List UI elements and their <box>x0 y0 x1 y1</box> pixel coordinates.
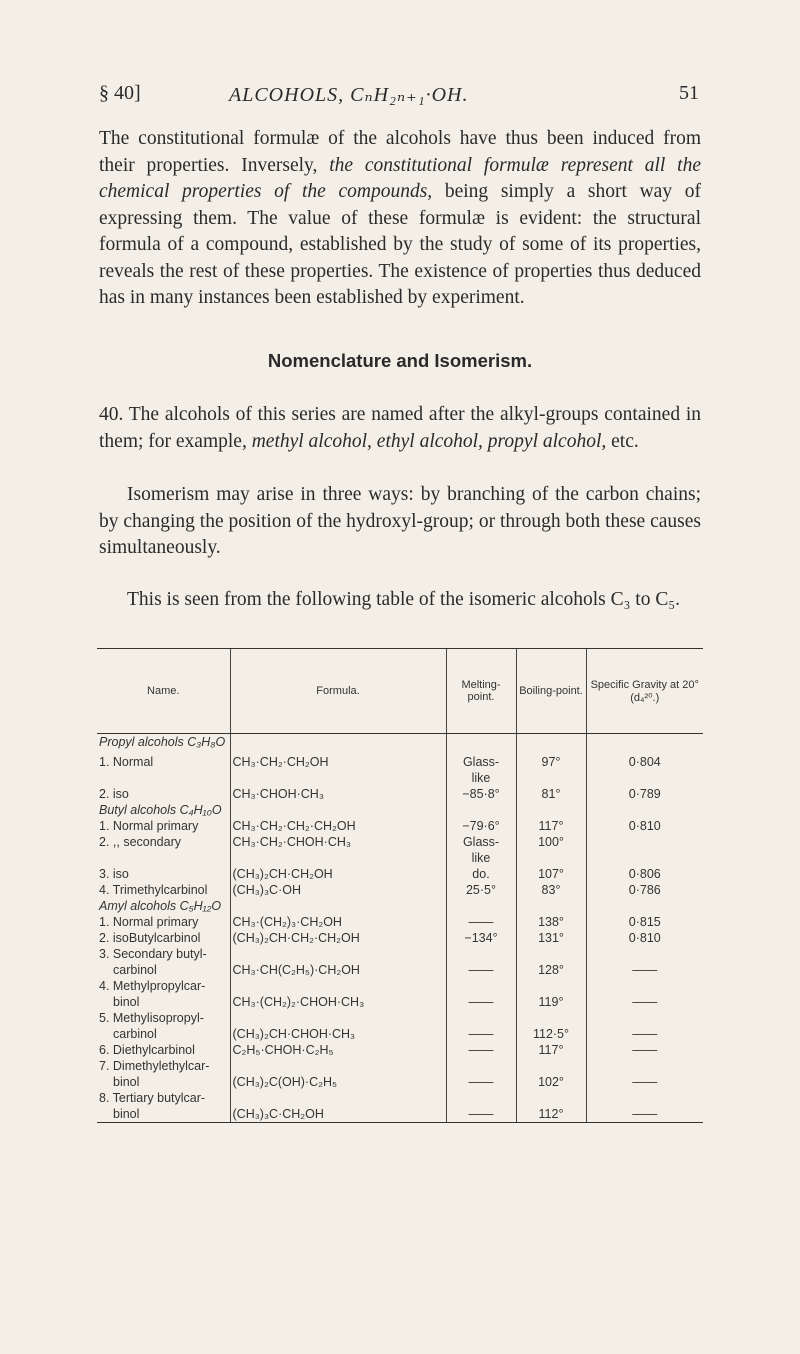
table-cell <box>230 1010 446 1026</box>
table-cell: like <box>446 850 516 866</box>
table-row <box>97 1010 703 1026</box>
section-number: § 40] <box>99 82 141 104</box>
table-cell <box>586 850 703 866</box>
table-cell: 3. iso <box>99 866 129 881</box>
table-row <box>97 1058 703 1074</box>
table-row <box>97 962 703 978</box>
table-cell <box>586 734 703 754</box>
table-cell: −134° <box>446 930 516 946</box>
paragraph-text: 40. The alcohols of this series are named after the alkyl-groups contained in them; for example, <box>99 404 701 452</box>
table-cell: —— <box>586 1042 703 1058</box>
table-row <box>97 978 703 994</box>
table-cell: —— <box>446 1042 516 1058</box>
table-cell: CH₃·(CH₂)₂·CHOH·CH₃ <box>230 994 446 1010</box>
table-cell: (CH₃)₃C·OH <box>230 882 446 898</box>
table-cell: binol <box>113 1074 140 1089</box>
table-cell <box>586 770 703 786</box>
table-cell: (CH₃)₂CH·CHOH·CH₃ <box>230 1026 446 1042</box>
table-cell: 97° <box>516 754 586 770</box>
table-cell: 112° <box>516 1106 586 1123</box>
table-cell: 128° <box>516 962 586 978</box>
table-cell: do. <box>446 866 516 882</box>
table-cell: 1. Normal <box>99 754 154 769</box>
isomeric-alcohols-table <box>97 648 703 1123</box>
table-cell <box>230 734 446 754</box>
table-cell: C₂H₅·CHOH·C₂H₅ <box>230 1042 446 1058</box>
table-row <box>97 946 703 962</box>
paragraph-text: etc. <box>606 430 639 452</box>
table-cell: Butyl alcohols C₄H₁₀O <box>99 802 222 817</box>
table-cell: −85·8° <box>446 786 516 802</box>
emphasis-text: methyl alcohol, ethyl alcohol, propyl alcohol, <box>251 430 607 452</box>
table-row <box>97 882 703 898</box>
table-cell <box>230 770 446 786</box>
table-cell <box>516 770 586 786</box>
table-cell: carbinol <box>113 1026 157 1041</box>
table-cell: —— <box>446 914 516 930</box>
table-row <box>97 994 703 1010</box>
table-row <box>97 786 703 802</box>
table-cell: —— <box>446 1026 516 1042</box>
table-cell: Glass- <box>446 834 516 850</box>
table-cell <box>516 1090 586 1106</box>
table-cell: (CH₃)₂CH·CH₂·CH₂OH <box>230 930 446 946</box>
table-cell <box>230 946 446 962</box>
table-cell: —— <box>586 1106 703 1123</box>
table-cell: 81° <box>516 786 586 802</box>
table-cell: CH₃·CH₂·CH₂OH <box>230 754 446 770</box>
paragraph-constitutional-formulae <box>99 126 701 312</box>
table-cell <box>446 802 516 818</box>
table-row <box>97 802 703 818</box>
table-cell: 0·786 <box>586 882 703 898</box>
table-cell: 25·5° <box>446 882 516 898</box>
table-row <box>97 930 703 946</box>
table-cell <box>586 1090 703 1106</box>
table-row <box>97 834 703 850</box>
table-cell: 119° <box>516 994 586 1010</box>
table-cell: 0·806 <box>586 866 703 882</box>
table-cell <box>446 1058 516 1074</box>
paragraph-isomerism: Isomerism may arise in three ways: by branching of the carbon chains; by changing the position of the hydroxyl-group; or through both these causes simultaneously. <box>99 484 701 558</box>
table-row <box>97 1106 703 1123</box>
table-cell <box>516 850 586 866</box>
table-row <box>97 898 703 914</box>
table-cell: —— <box>446 1074 516 1090</box>
table-cell: 2. isoButylcarbinol <box>99 930 201 945</box>
table-cell <box>516 802 586 818</box>
table-cell: 131° <box>516 930 586 946</box>
table-cell: 0·810 <box>586 930 703 946</box>
table-cell <box>586 978 703 994</box>
table-cell: CH₃·CHOH·CH₃ <box>230 786 446 802</box>
table-cell: 3. Secondary butyl- <box>99 946 207 961</box>
table-cell <box>516 734 586 754</box>
table-cell: 4. Methylpropylcar- <box>99 978 206 993</box>
column-header-specific-gravity: Specific Gravity at 20° (d₄²⁰.) <box>586 649 703 734</box>
table-cell <box>516 1010 586 1026</box>
table-cell: —— <box>586 1074 703 1090</box>
table-cell: 7. Dimethylethylcar- <box>99 1058 210 1073</box>
table-cell <box>586 1010 703 1026</box>
table-cell: binol <box>97 1106 230 1123</box>
paragraph-text: The constitutional formulæ of the alcohols have thus been induced from their properties. Inversely, <box>99 128 701 176</box>
table-cell <box>230 1058 446 1074</box>
table-cell: Amyl alcohols C₅H₁₂O <box>99 898 222 913</box>
table-cell <box>586 802 703 818</box>
emphasis-text: the constitutional formulæ represent all the chemical properties of the compounds, <box>99 154 701 202</box>
table-cell: CH₃·(CH₂)₃·CH₂OH <box>230 914 446 930</box>
page-number: 51 <box>679 82 699 104</box>
table-cell: like <box>446 770 516 786</box>
table-cell: 83° <box>516 882 586 898</box>
table-row <box>97 914 703 930</box>
table-cell: 0·810 <box>586 818 703 834</box>
table-row <box>97 1026 703 1042</box>
page-header <box>99 82 699 112</box>
table-cell: Propyl alcohols C₃H₈O <box>99 735 226 749</box>
table-row <box>97 770 703 786</box>
table-cell <box>230 978 446 994</box>
table-cell: −79·6° <box>446 818 516 834</box>
table-cell <box>446 978 516 994</box>
table-cell <box>230 1090 446 1106</box>
table-cell: 0·789 <box>586 786 703 802</box>
table-cell: 117° <box>516 1042 586 1058</box>
table-body <box>97 734 703 1123</box>
table-cell: CH₃·CH₂·CHOH·CH₃ <box>230 834 446 850</box>
section-heading: Nomenclature and Isomerism. <box>267 350 533 371</box>
table-cell <box>586 834 703 850</box>
table-cell: 5. Methylisopropyl- <box>99 1010 204 1025</box>
table-cell <box>230 898 446 914</box>
column-header-boiling-point: Boiling-point. <box>516 649 586 734</box>
table-cell: 102° <box>516 1074 586 1090</box>
table-cell: 112·5° <box>516 1026 586 1042</box>
table-cell: CH₃·CH(C₂H₅)·CH₂OH <box>230 962 446 978</box>
table-cell <box>230 850 446 866</box>
table-row <box>97 1074 703 1090</box>
paragraph-table-intro: This is seen from the following table of the isomeric alcohols C₃ to C₅. <box>127 589 680 610</box>
table-cell: —— <box>446 962 516 978</box>
table-cell <box>586 898 703 914</box>
table-cell <box>446 946 516 962</box>
table-header-row <box>97 649 703 734</box>
column-header-name: Name. <box>97 649 230 734</box>
table-cell: 107° <box>516 866 586 882</box>
table-cell: 0·815 <box>586 914 703 930</box>
table-cell: (CH₃)₃C·CH₂OH <box>230 1106 446 1123</box>
table-row <box>97 850 703 866</box>
table-cell <box>446 898 516 914</box>
table-cell <box>230 802 446 818</box>
table-cell: —— <box>586 994 703 1010</box>
table-row <box>97 866 703 882</box>
paragraph-text: being simply a short way of expressing them. The value of these formulæ is evident: the structural formula of a compound, established by the study of some of its properties, reveals the rest of these properties. The existence of properties thus deduced has in many instances been established by experiment. <box>99 181 701 308</box>
table-cell: 6. Diethylcarbinol <box>99 1042 195 1057</box>
table-cell <box>446 1090 516 1106</box>
table-cell: carbinol <box>113 962 157 977</box>
table-cell: 2. iso <box>99 786 129 801</box>
table-cell <box>446 1010 516 1026</box>
table-cell: —— <box>446 1106 516 1123</box>
table-cell: 117° <box>516 818 586 834</box>
table-cell: —— <box>446 994 516 1010</box>
table-cell <box>516 946 586 962</box>
running-title: ALCOHOLS, CₙH₂ₙ₊₁·OH. <box>229 84 469 106</box>
table-row <box>97 754 703 770</box>
table-cell <box>586 1058 703 1074</box>
table-row <box>97 1090 703 1106</box>
table-cell <box>446 734 516 754</box>
table-cell <box>586 946 703 962</box>
table-cell: Glass- <box>446 754 516 770</box>
table-cell: binol <box>113 994 140 1009</box>
table-cell: 0·804 <box>586 754 703 770</box>
table-cell: 4. Trimethylcarbinol <box>99 882 208 897</box>
table-cell <box>516 1058 586 1074</box>
table-cell: 138° <box>516 914 586 930</box>
table-cell: 1. Normal primary <box>99 914 199 929</box>
table-cell: (CH₃)₂C(OH)·C₂H₅ <box>230 1074 446 1090</box>
table-cell: CH₃·CH₂·CH₂·CH₂OH <box>230 818 446 834</box>
table-row <box>97 818 703 834</box>
table-cell <box>97 850 230 866</box>
table-cell <box>516 978 586 994</box>
table-row <box>97 734 703 754</box>
table-cell: (CH₃)₂CH·CH₂OH <box>230 866 446 882</box>
table-cell: 8. Tertiary butylcar- <box>99 1090 206 1105</box>
table-cell: 100° <box>516 834 586 850</box>
column-header-formula: Formula. <box>230 649 446 734</box>
table-cell: 1. Normal primary <box>99 818 199 833</box>
table-cell: 2. ,, secondary <box>99 834 181 849</box>
table-cell: —— <box>586 962 703 978</box>
paragraph-naming <box>99 402 701 455</box>
column-header-melting-point: Melting-point. <box>446 649 516 734</box>
table-cell <box>516 898 586 914</box>
table-row <box>97 1042 703 1058</box>
table-cell: —— <box>586 1026 703 1042</box>
table-cell <box>97 770 230 786</box>
